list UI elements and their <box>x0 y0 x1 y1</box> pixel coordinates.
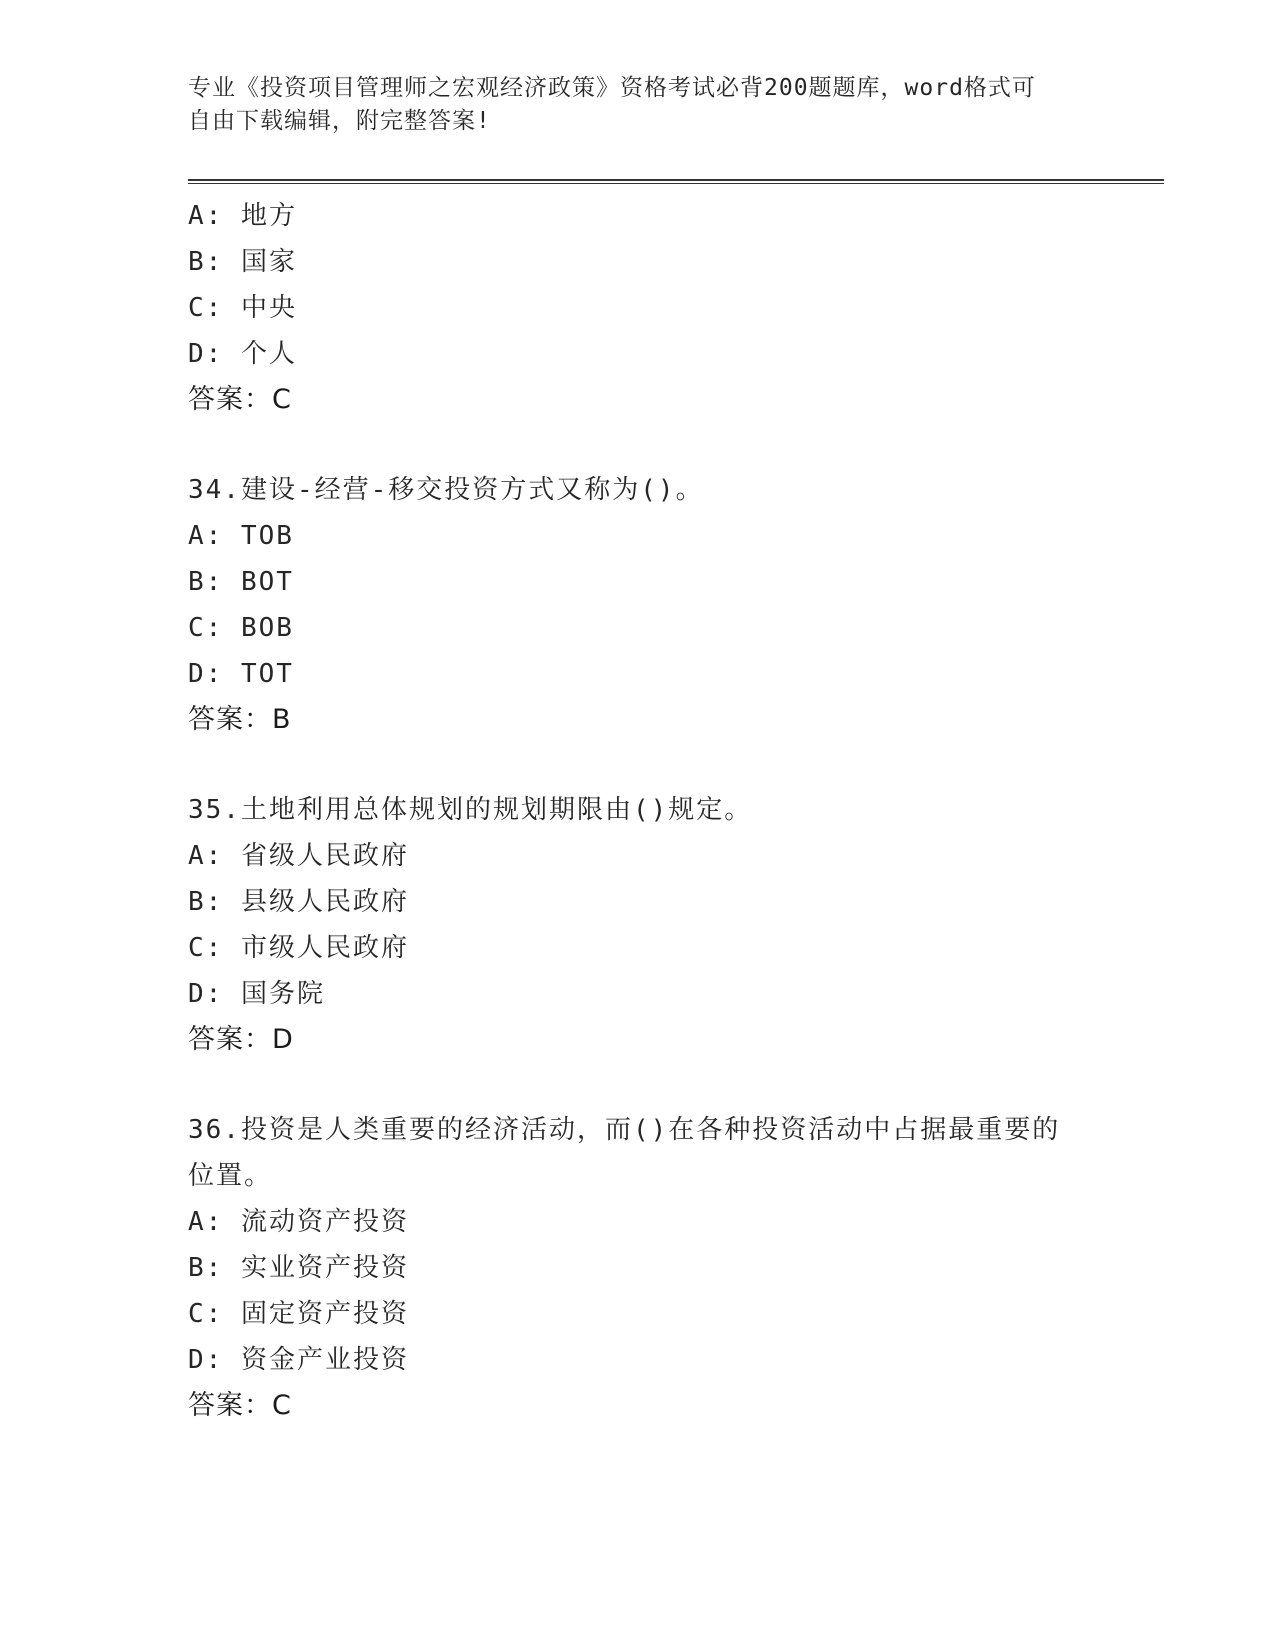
question-stem: 35.土地利用总体规划的规划期限由()规定。 <box>188 795 753 825</box>
question-stem: 34.建设-经营-移交投资方式又称为()。 <box>188 475 704 505</box>
option-b: B: 国家 <box>188 247 297 277</box>
answer-line: 答案：B <box>188 704 292 735</box>
option-d: D: 国务院 <box>188 979 325 1009</box>
option-c: C: 固定资产投资 <box>188 1299 409 1329</box>
option-a: A: 省级人民政府 <box>188 841 409 871</box>
header-divider <box>188 179 1164 184</box>
option-a: A: 流动资产投资 <box>188 1207 409 1237</box>
answer-line: 答案：D <box>188 1024 294 1055</box>
header-title-line-2: 自由下载编辑，附完整答案! <box>188 108 491 134</box>
question-33-continued <box>188 193 1088 423</box>
option-c: C: 中央 <box>188 293 297 323</box>
question-36 <box>188 1107 1088 1429</box>
option-c: C: BOB <box>188 613 294 643</box>
question-list <box>188 193 1088 1473</box>
question-34 <box>188 467 1088 743</box>
document-header <box>188 72 1088 138</box>
option-c: C: 市级人民政府 <box>188 933 409 963</box>
option-d: D: 个人 <box>188 339 297 369</box>
question-35 <box>188 787 1088 1063</box>
header-title-line-1: 专业《投资项目管理师之宏观经济政策》资格考试必背200题题库，word格式可 <box>188 75 1036 101</box>
option-a: A: 地方 <box>188 201 297 231</box>
option-b: B: BOT <box>188 567 294 597</box>
answer-line: 答案：C <box>188 1390 292 1421</box>
option-d: D: TOT <box>188 659 294 689</box>
answer-line: 答案：C <box>188 384 292 415</box>
question-stem: 36.投资是人类重要的经济活动，而()在各种投资活动中占据最重要的位置。 <box>188 1115 1061 1191</box>
option-d: D: 资金产业投资 <box>188 1345 409 1375</box>
option-b: B: 县级人民政府 <box>188 887 409 917</box>
option-a: A: TOB <box>188 521 294 551</box>
option-b: B: 实业资产投资 <box>188 1253 409 1283</box>
